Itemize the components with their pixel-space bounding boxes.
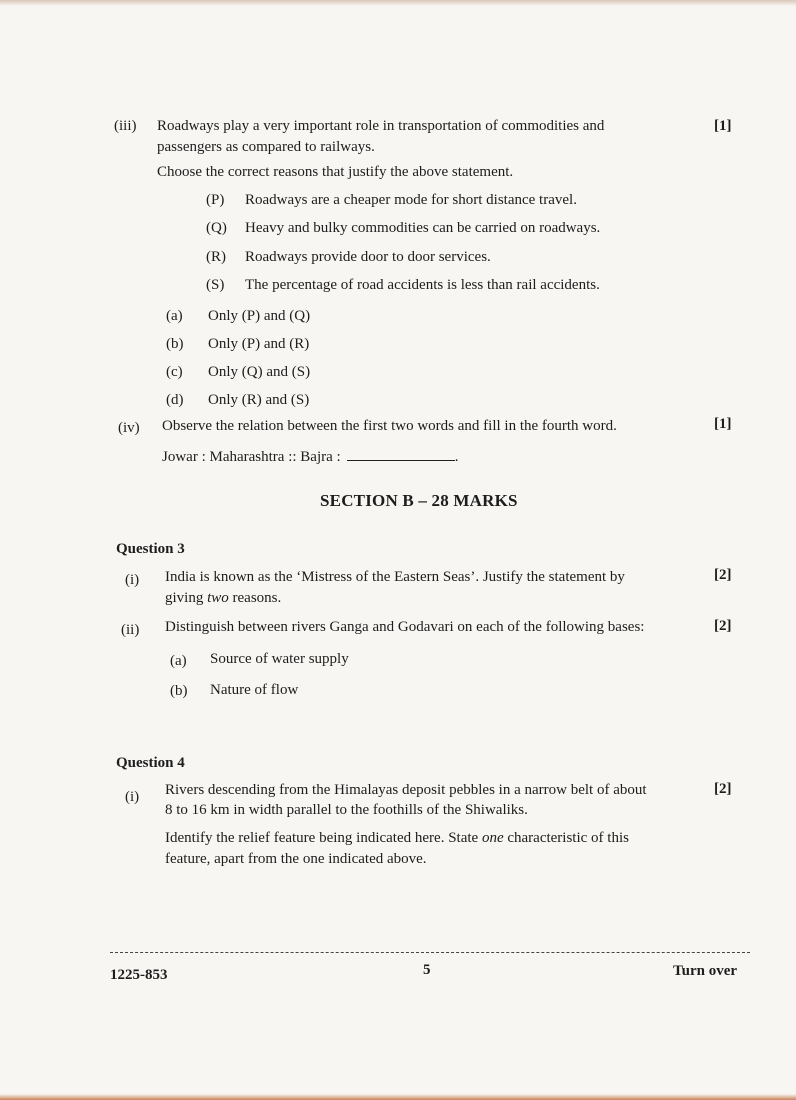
statement-r-text: Roadways provide door to door services. (245, 249, 491, 265)
q3-ii-text: Distinguish between rivers Ganga and Godavari on each of the following bases: (165, 619, 645, 635)
q-iii-marks: [1] (714, 118, 732, 134)
statement-p-tag: (P) (206, 192, 225, 208)
statement-r-tag: (R) (206, 249, 226, 265)
q-iii-line1: Roadways play a very important role in transportation of commodities and (157, 118, 605, 134)
option-b-text: Only (P) and (R) (208, 336, 310, 352)
q3-basis-a-text: Source of water supply (210, 651, 349, 667)
page-bottom-edge (0, 1094, 796, 1100)
q4-i-line1: Rivers descending from the Himalayas deposit pebbles in a narrow belt of about (165, 782, 647, 798)
q4-i-number: (i) (125, 789, 140, 805)
q-iv-analogy-line (162, 448, 458, 466)
q4-i-line4: feature, apart from the one indicated above. (165, 851, 427, 867)
section-b-title: SECTION B – 28 MARKS (320, 491, 518, 510)
paper-code: 1225-853 (110, 967, 168, 983)
option-c-text: Only (Q) and (S) (208, 364, 311, 380)
question-3-heading: Question 3 (116, 541, 185, 557)
q3-basis-a-tag: (a) (170, 653, 187, 669)
q3-basis-b-tag: (b) (170, 683, 188, 699)
q4-i-marks: [2] (714, 781, 732, 797)
option-d-text: Only (R) and (S) (208, 392, 310, 408)
q3-i-number: (i) (125, 572, 140, 588)
q4-i-line3 (165, 830, 629, 847)
q-iii-prompt: Choose the correct reasons that justify the above statement. (157, 164, 514, 180)
q4-i-line3-post: characteristic of this (503, 830, 629, 846)
q-iv-number: (iv) (118, 420, 140, 436)
q4-i-line3-em: one (481, 830, 504, 846)
q3-i-line2 (165, 590, 281, 607)
option-a-tag: (a) (166, 308, 183, 324)
statement-q-text: Heavy and bulky commodities can be carried on roadways. (245, 220, 601, 236)
q3-i-line2-pre: giving (165, 590, 208, 606)
turn-over: Turn over (673, 963, 738, 979)
q3-basis-b-text: Nature of flow (210, 682, 299, 698)
q-iv-text: Observe the relation between the first two words and fill in the fourth word. (162, 418, 617, 434)
q-iii-line2: passengers as compared to railways. (157, 139, 375, 155)
q-iv-analogy: Jowar : Maharashtra :: Bajra : (162, 449, 341, 465)
footer-divider (110, 952, 750, 953)
q3-i-line2-em: two (207, 590, 229, 606)
q4-i-line3-pre: Identify the relief feature being indicated here. State (165, 830, 482, 846)
statement-q-tag: (Q) (206, 220, 227, 236)
page-top-edge (0, 0, 796, 6)
page-number: 5 (423, 962, 431, 978)
option-c-tag: (c) (166, 364, 183, 380)
q3-ii-marks: [2] (714, 618, 732, 634)
answer-blank (347, 448, 455, 461)
q3-i-line2-post: reasons. (228, 590, 282, 606)
q4-i-line2: 8 to 16 km in width parallel to the foothills of the Shiwaliks. (165, 802, 528, 818)
q-iv-marks: [1] (714, 416, 732, 432)
question-4-heading: Question 4 (116, 755, 185, 771)
q3-i-marks: [2] (714, 567, 732, 583)
statement-p-text: Roadways are a cheaper mode for short distance travel. (245, 192, 577, 208)
option-b-tag: (b) (166, 336, 184, 352)
q3-i-line1: India is known as the ‘Mistress of the Eastern Seas’. Justify the statement by (165, 569, 625, 585)
statement-s-text: The percentage of road accidents is less than rail accidents. (245, 277, 600, 293)
option-a-text: Only (P) and (Q) (208, 308, 311, 324)
q-iv-period: . (454, 449, 459, 465)
statement-s-tag: (S) (206, 277, 225, 293)
q-iii-number: (iii) (114, 118, 137, 134)
q3-ii-number: (ii) (121, 622, 140, 638)
option-d-tag: (d) (166, 392, 184, 408)
